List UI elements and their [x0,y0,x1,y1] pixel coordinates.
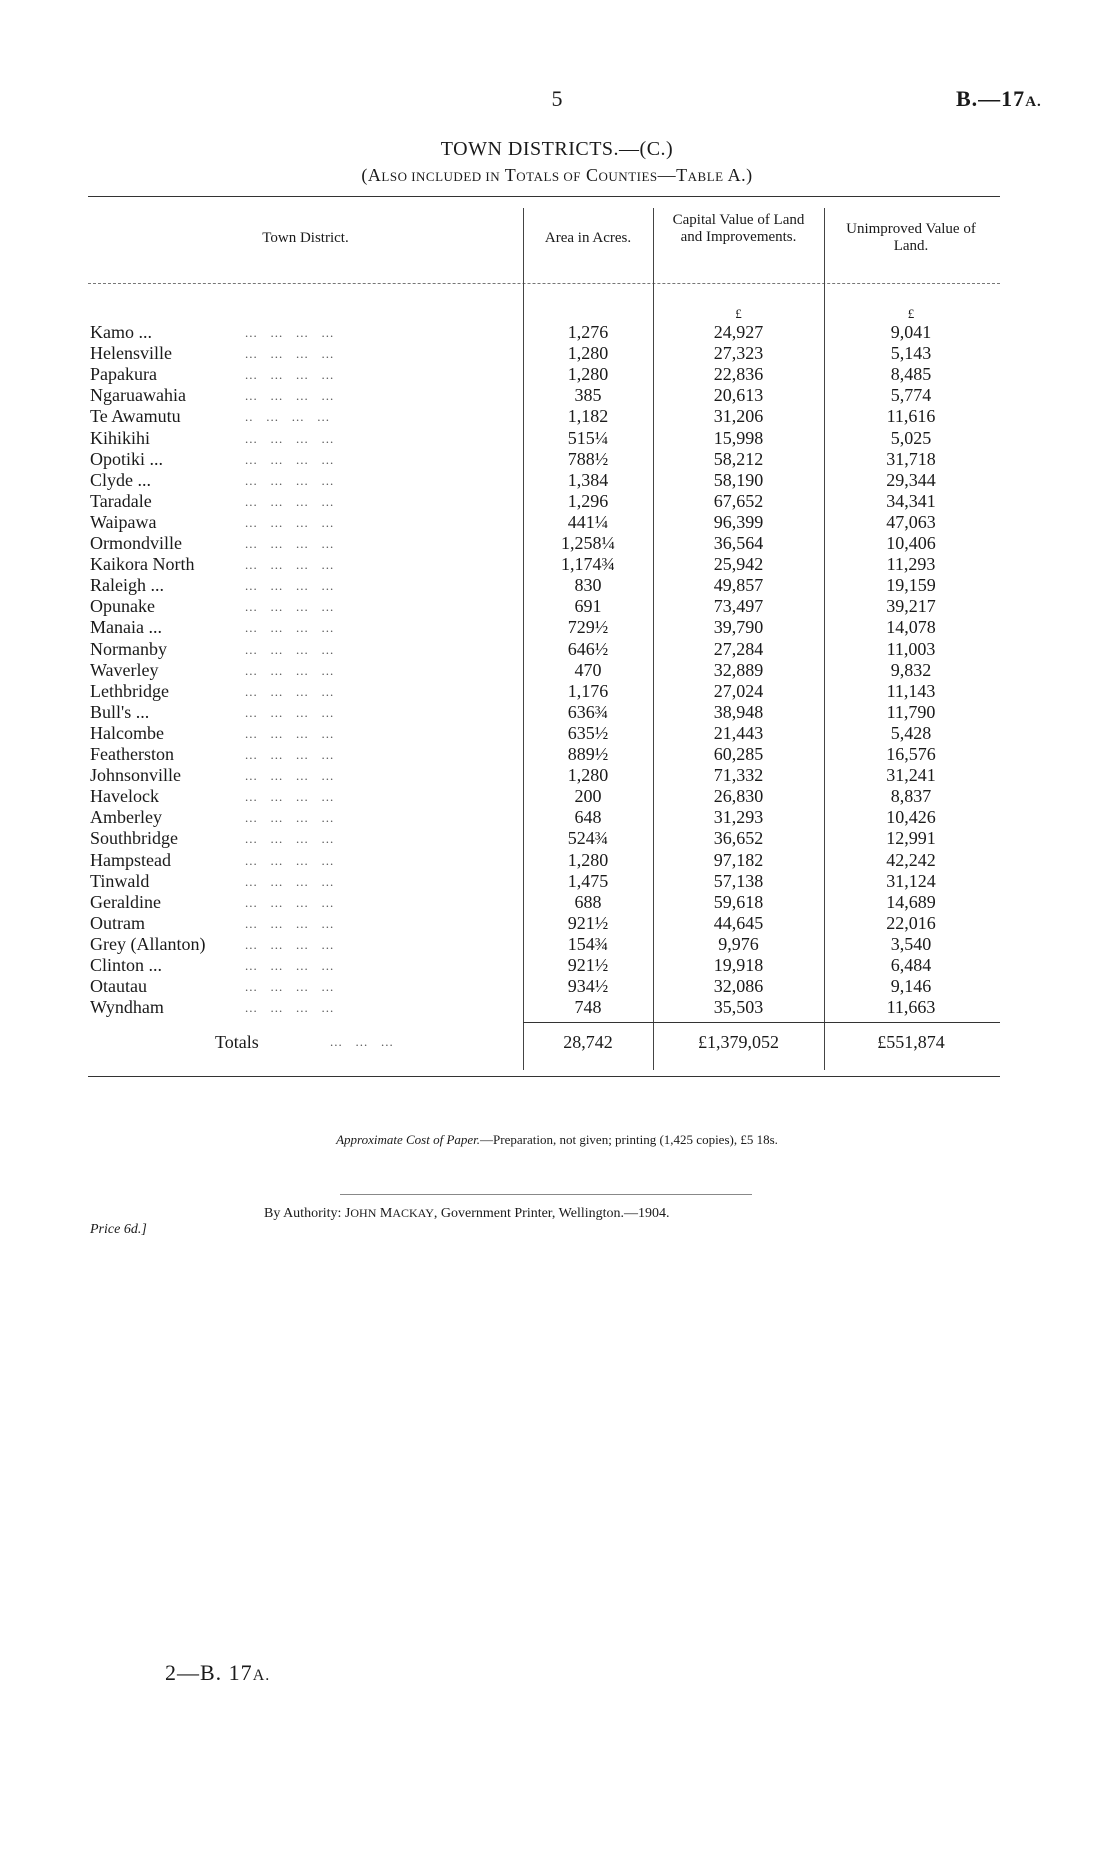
table-row [0,871,1114,892]
leader-dots: ... ... ... ... [245,936,335,952]
area-cell: 934½ [567,976,609,997]
signature-suffix: A. [252,1667,271,1684]
capital-value-cell: 59,618 [713,891,764,912]
unimproved-value-cell: 5,143 [890,343,932,364]
capital-value-cell: 39,790 [713,617,764,638]
leader-dots: ... ... ... ... [245,578,335,594]
area-cell: 788½ [567,448,609,469]
area-cell: 1,276 [567,322,609,342]
column-header-area: Area in Acres. [544,230,632,246]
unimproved-value-cell: 16,576 [886,744,936,764]
district-name: Helensville [90,343,172,364]
table-title: TOWN DISTRICTS.—(C.) [440,138,674,160]
subtitle-part: OUNTIES [598,169,658,184]
district-name: Havelock [90,786,159,807]
unimproved-value-cell: 9,041 [890,322,932,342]
table-row [0,934,1114,955]
unimproved-value-cell: 9,832 [890,659,932,680]
capital-value-cell: 60,285 [713,744,764,764]
district-name: Kamo ... [90,322,152,342]
table-row [0,997,1114,1018]
capital-value-cell: 35,503 [713,997,764,1018]
price: Price 6d.] [90,1222,147,1237]
district-name: Bull's ... [90,701,150,722]
table-row [0,596,1114,617]
table-row [0,343,1114,364]
cost-note-text: —Preparation, not given; printing (1,425 copies), £5 18s. [480,1132,778,1147]
area-cell: 515¼ [567,427,609,448]
unimproved-value-cell: 9,146 [890,976,932,997]
totals-area: 28,742 [563,1032,613,1052]
unimproved-value-cell: 11,663 [886,997,936,1018]
leader-dots: ... ... ... ... [245,430,335,446]
leader-dots: ... ... ... ... [245,852,335,868]
leader-dots: ... ... ... ... [245,704,335,720]
leader-dots: ... ... ... ... [245,388,335,404]
leader-dots: ... ... ... ... [245,325,335,340]
capital-value-cell: 19,918 [713,955,764,975]
document-reference [956,86,1042,112]
area-cell: 635½ [567,722,609,743]
area-cell: 830 [574,575,602,596]
leader-dots: .. ... ... ... [245,409,330,425]
unimproved-value-cell: 10,426 [886,807,936,828]
table-row [0,533,1114,554]
leader-dots: ... ... ... ... [245,810,335,826]
unimproved-value-cell: 19,159 [886,575,936,596]
leader-dots: ... ... ... ... [245,641,335,657]
unimproved-value-cell: 11,790 [886,701,936,722]
leader-dots: ... ... ... ... [245,557,335,573]
capital-value-cell: 26,830 [713,786,764,807]
district-name: Opunake [90,596,155,617]
district-name: Hampstead [90,849,171,870]
area-cell: 1,174¾ [561,554,615,575]
capital-value-cell: 31,206 [713,406,764,427]
area-cell: 921½ [567,912,609,933]
table-row [0,512,1114,533]
cost-note [0,1132,1114,1148]
leader-dots: ... ... ... ... [245,346,335,362]
capital-value-cell: 58,190 [713,469,764,490]
unimproved-value-cell: 5,774 [890,385,932,406]
unimproved-value-cell: 6,484 [890,955,932,975]
district-name: Ngaruawahia [90,385,186,406]
district-name: Papakura [90,364,157,385]
signature-main: 2—B. 17 [165,1660,253,1685]
district-name: Halcombe [90,722,164,743]
capital-value-cell: 9,976 [718,933,759,954]
table-row [0,617,1114,638]
table-row [0,364,1114,385]
table-row [0,828,1114,849]
unimproved-value-cell: 11,616 [886,406,936,427]
capital-value-cell: 49,857 [713,575,764,596]
area-cell: 688 [574,891,602,912]
district-name: Amberley [90,807,162,828]
authority-part: M [376,1206,393,1221]
capital-value-cell: 57,138 [713,870,764,891]
capital-value-cell: 21,443 [713,722,764,743]
area-cell: 691 [574,596,602,617]
totals-label: Totals [215,1032,259,1052]
table-row [0,660,1114,681]
area-cell: 200 [574,786,602,807]
unimproved-value-cell: 5,025 [890,427,932,448]
column-header-district: Town District. [262,230,349,246]
unimproved-value-cell: 29,344 [886,469,936,490]
unimproved-value-cell: 5,428 [890,722,932,743]
leader-dots: ... ... ... ... [245,536,335,551]
area-cell: 1,280 [567,364,609,385]
printer-signature [165,1660,270,1686]
column-header-unimproved: Unimproved Value of Land. [846,221,976,254]
table-row [0,892,1114,913]
capital-value-cell: 27,323 [713,343,764,364]
capital-value-cell: 27,024 [713,680,764,701]
capital-value-cell: 32,086 [713,976,764,997]
document-reference-suffix: A. [1025,94,1042,110]
leader-dots: ... ... ... ... [245,831,335,847]
capital-value-cell: 32,889 [713,659,764,680]
unimproved-value-cell: 10,406 [886,533,936,553]
leader-dots: ... ... ... ... [245,472,335,488]
totals-unimproved: £551,874 [877,1032,945,1052]
area-cell: 441¼ [567,511,609,532]
leader-dots: ... ... ... ... [245,979,335,995]
district-name: Manaia ... [90,617,162,638]
leader-dots: ... ... ... ... [245,514,335,530]
capital-value-cell: 27,284 [713,638,764,659]
table-row [0,765,1114,786]
leader-dots: ... ... ... ... [245,894,335,910]
leader-dots: ... ... ... ... [245,1000,335,1016]
subtitle-part: OTALS OF [516,169,582,184]
capital-value-cell: 22,836 [713,364,764,385]
leader-dots: ... ... ... ... [245,747,335,762]
table-row [0,976,1114,997]
capital-value-cell: 44,645 [713,912,764,933]
table-row [0,955,1114,976]
capital-value-cell: 96,399 [713,511,764,532]
area-cell: 648 [574,807,602,828]
leader-dots: ... ... ... ... [245,493,335,509]
district-name: Taradale [90,490,152,511]
capital-value-cell: 36,564 [713,533,764,553]
area-cell: 646½ [567,638,609,659]
column-header-capital: Capital Value of Land and Improvements. [672,212,805,245]
unimproved-value-cell: 11,143 [886,680,936,701]
capital-value-cell: 73,497 [713,596,764,617]
table-bottom-rule [88,1076,1000,1077]
leader-dots: ... ... ... ... [245,789,335,805]
district-name: Normanby [90,638,167,659]
area-cell: 1,296 [567,490,609,511]
district-name: Outram [90,912,145,933]
table-row [0,575,1114,596]
leader-dots: ... ... ... ... [245,725,335,741]
district-name: Grey (Allanton) [90,933,206,954]
header-bottom-rule [88,283,1000,284]
capital-value-cell: 24,927 [713,322,764,342]
area-cell: 1,176 [567,680,609,701]
table-row [0,428,1114,449]
area-cell: 1,280 [567,343,609,364]
district-name: Te Awamutu [90,406,181,427]
page-number: 5 [551,86,563,111]
unimproved-value-cell: 22,016 [886,912,936,933]
district-name: Lethbridge [90,680,169,701]
unimproved-value-cell: 8,485 [890,364,932,385]
capital-value-cell: 25,942 [713,554,764,575]
unimproved-value-cell: 12,991 [886,828,936,849]
table-row [0,491,1114,512]
subtitle-part: LSO INCLUDED IN [381,169,501,184]
unimproved-value-cell: 14,689 [886,891,936,912]
table-row [0,723,1114,744]
table-row [0,385,1114,406]
unimproved-value-cell: 11,293 [886,554,936,575]
area-cell: 729½ [567,617,609,638]
leader-dots: ... ... ... ... [245,599,335,615]
table-top-rule [88,196,1000,197]
authority-part: , Government Printer, Wellington.—1904. [433,1206,670,1221]
table-row [0,639,1114,660]
subtitle-part: (A [361,165,382,185]
district-name: Southbridge [90,828,178,849]
area-cell: 1,280 [567,849,609,870]
capital-value-cell: 31,293 [713,807,764,828]
capital-value-cell: 67,652 [713,490,764,511]
leader-dots: ... ... ... ... [245,768,335,784]
table-row [0,322,1114,343]
district-name: Waipawa [90,511,157,532]
unimproved-value-cell: 8,837 [890,786,932,807]
capital-value-cell: 20,613 [713,385,764,406]
district-name: Johnsonville [90,765,182,786]
table-row [0,449,1114,470]
district-name: Tinwald [90,870,150,891]
area-cell: 636¾ [567,701,609,722]
capital-value-cell: 97,182 [713,849,764,870]
unimproved-value-cell: 42,242 [886,849,936,870]
subtitle-part: A.) [723,165,753,185]
printer-authority [264,1206,670,1222]
leader-dots: ... ... ... ... [245,620,335,636]
unimproved-value-cell: 31,124 [886,870,936,891]
unimproved-value-cell: 3,540 [890,933,932,954]
unimproved-value-cell: 31,241 [886,765,936,786]
unimproved-value-cell: 34,341 [886,490,936,511]
leader-dots: ... ... ... ... [245,873,335,889]
area-cell: 470 [574,659,602,680]
unimproved-value-cell: 47,063 [886,511,936,532]
authority-part: By Authority: J [264,1206,351,1221]
leader-dots: ... ... ... ... [245,451,335,467]
district-name: Raleigh ... [90,575,164,596]
table-row [0,850,1114,871]
district-name: Otautau [90,976,147,997]
totals-top-rule [523,1022,1000,1023]
subtitle-part: —T [657,165,688,185]
area-cell: 385 [574,385,602,406]
authority-part: OHN [350,1206,377,1220]
district-name: Clyde ... [90,469,151,490]
subtitle-part: ABLE [687,169,724,184]
table-row [0,554,1114,575]
capital-value-cell: 58,212 [713,448,764,469]
capital-value-cell: 15,998 [713,427,764,448]
capital-currency-unit: £ [735,306,742,321]
capital-value-cell: 71,332 [713,765,764,786]
totals-capital: £1,379,052 [698,1032,779,1052]
area-cell: 1,475 [567,870,609,891]
capital-value-cell: 38,948 [713,701,764,722]
leader-dots: ... ... ... ... [245,683,335,699]
district-name: Opotiki ... [90,448,164,469]
unimproved-value-cell: 14,078 [886,617,936,638]
subtitle-part: C [581,165,599,185]
table-row [0,786,1114,807]
subtitle-part: T [500,165,517,185]
area-cell: 524¾ [567,828,609,849]
leader-dots: ... ... ... ... [245,958,335,973]
cost-note-label: Approximate Cost of Paper. [336,1132,481,1147]
district-name: Waverley [90,659,159,680]
table-row [0,406,1114,427]
district-name: Featherston [90,744,174,764]
table-row [0,744,1114,765]
area-cell: 1,384 [567,469,609,490]
table-subtitle [0,165,1114,186]
document-reference-main: B.—17 [956,86,1026,111]
district-name: Geraldine [90,891,161,912]
area-cell: 1,280 [567,765,609,786]
area-cell: 1,258¼ [561,533,615,553]
table-row [0,470,1114,491]
authority-part: ACKAY [392,1206,434,1220]
leader-dots: ... ... ... ... [245,915,335,931]
unimproved-value-cell: 31,718 [886,448,936,469]
leader-dots: ... ... ... ... [245,367,335,383]
table-row [0,807,1114,828]
district-name: Clinton ... [90,955,163,975]
table-row [0,913,1114,934]
authority-rule [340,1194,752,1195]
district-name: Kaikora North [90,554,195,575]
unimproved-currency-unit: £ [907,306,915,321]
area-cell: 889½ [567,744,609,764]
area-cell: 748 [574,997,602,1018]
table-row [0,702,1114,723]
table-row [0,681,1114,702]
area-cell: 921½ [567,955,609,975]
area-cell: 154¾ [567,933,609,954]
capital-value-cell: 36,652 [713,828,764,849]
unimproved-value-cell: 39,217 [886,596,936,617]
district-name: Kihikihi [90,427,151,448]
leader-dots: ... ... ... ... [245,662,335,678]
district-name: Wyndham [90,997,164,1018]
totals-dots: ... ... ... [330,1034,394,1049]
area-cell: 1,182 [567,406,609,427]
district-name: Ormondville [90,533,182,553]
unimproved-value-cell: 11,003 [886,638,936,659]
